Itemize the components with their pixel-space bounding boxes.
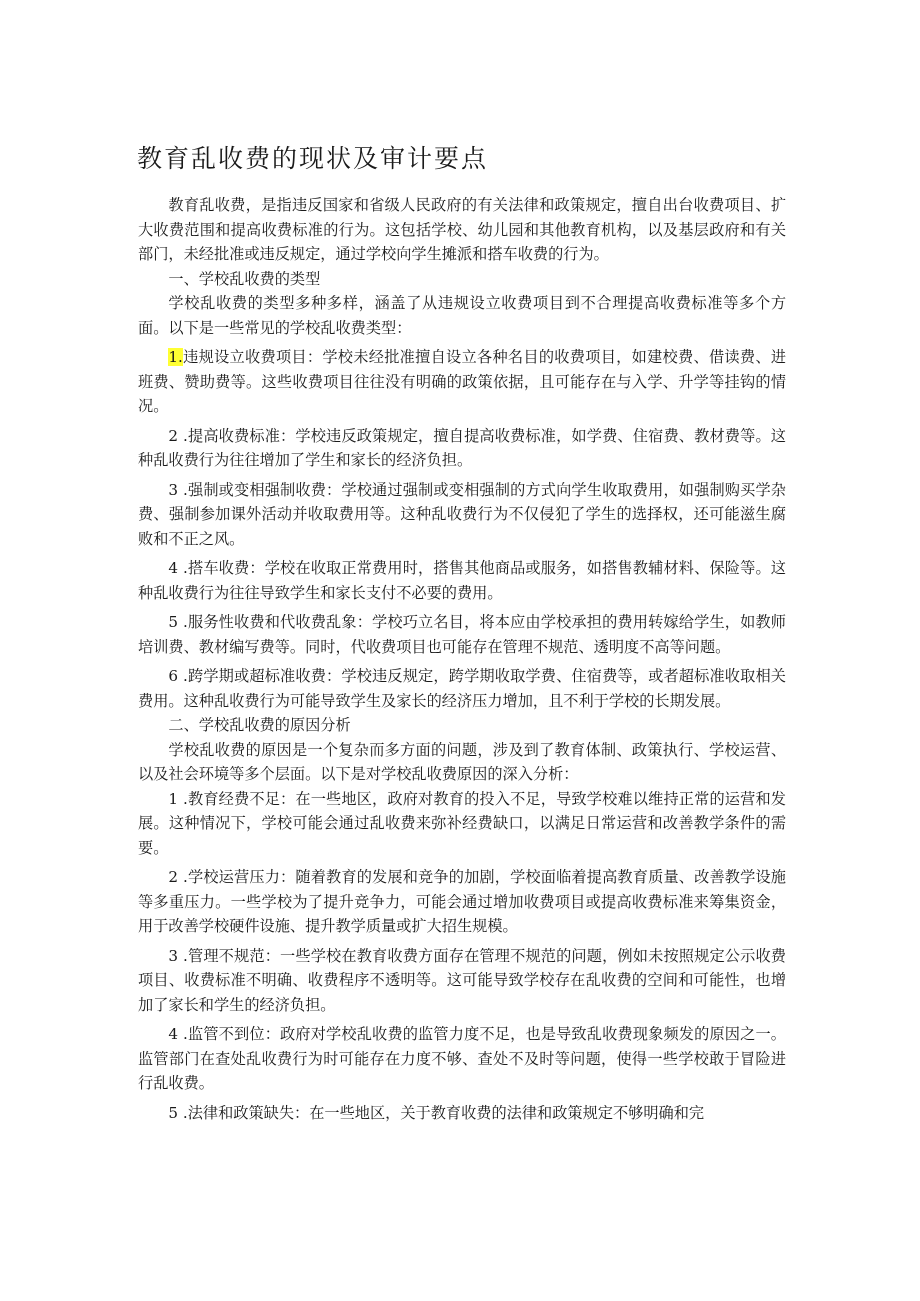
item-number: 2 . — [168, 426, 188, 445]
item-number: 5 . — [168, 1103, 188, 1122]
item-number: 5 . — [168, 613, 188, 631]
section-1-intro: 学校乱收费的类型多种多样，涵盖了从违规设立收费项目到不合理提高收费标准等多个方面。以下是一些常见的学校乱收费类型： — [138, 294, 786, 337]
item-text: 违规设立收费项目：学校未经批准擅自设立各种名目的收费项目，如建校费、借读费、进班费、赞助费等。这些收费项目往往没有明确的政策依据，且可能存在与入学、升学等挂钩的情况。 — [138, 348, 786, 415]
list-item — [138, 556, 786, 605]
section-2-intro: 学校乱收费的原因是一个复杂而多方面的问题，涉及到了教育体制、政策执行、学校运营、以及社会环境等多个层面。以下是对学校乱收费原因的深入分析： — [138, 740, 786, 783]
intro-paragraph: 教育乱收费，是指违反国家和省级人民政府的有关法律和政策规定，擅自出台收费项目、扩大收费范围和提高收费标准的行为。这包括学校、幼儿园和其他教育机构，以及基层政府和有关部门，未经批准或违反规定，通过学校向学生摊派和搭车收费的行为。 — [138, 196, 786, 263]
section-2-heading: 二、学校乱收费的原因分析 — [168, 716, 351, 734]
item-number: 4 . — [168, 1025, 188, 1043]
list-item — [138, 424, 786, 473]
item-number: 3 . — [168, 480, 188, 499]
list-item — [138, 478, 786, 552]
item-text: 法律和政策缺失：在一些地区，关于教育收费的法律和政策规定不够明确和完 — [187, 1103, 705, 1122]
document-body — [138, 193, 786, 1125]
list-item — [138, 865, 786, 939]
list-item — [138, 664, 786, 713]
item-text: 跨学期或超标准收费：学校违反规定，跨学期收取学费、住宿费等，或者超标准收取相关费用。这种乱收费行为可能导致学生及家长的经济压力增加，且不利于学校的长期发展。 — [138, 667, 786, 710]
item-number: 4 . — [168, 559, 188, 577]
item-text: 提高收费标准：学校违反政策规定，擅自提高收费标准，如学费、住宿费、教材费等。这种乱收费行为往往增加了学生和家长的经济负担。 — [138, 426, 786, 469]
document-title: 教育乱收费的现状及审计要点 — [137, 144, 489, 173]
list-item — [138, 345, 786, 419]
item-number: 6 . — [168, 667, 188, 685]
item-text: 服务性收费和代收费乱象：学校巧立名目，将本应由学校承担的费用转嫁给学生，如教师培训费、教材编写费等。同时，代收费项目也可能存在管理不规范、透明度不高等问题。 — [138, 613, 786, 656]
item-text: 学校运营压力：随着教育的发展和竞争的加剧，学校面临着提高教育质量、改善教学设施等多重压力。一些学校为了提升竞争力，可能会通过增加收费项目或提高收费标准来筹集资金，用于改善学校硬件设施、提升教学质量或扩大招生规模。 — [138, 868, 786, 935]
item-text: 管理不规范：一些学校在教育收费方面存在管理不规范的问题，例如未按照规定公示收费项目、收费标准不明确、收费程序不透明等。这可能导致学校存在乱收费的空间和可能性，也增加了家长和学生的经济负担。 — [138, 946, 786, 1014]
item-text: 强制或变相强制收费：学校通过强制或变相强制的方式向学生收取费用，如强制购买学杂费、强制参加课外活动并收取费用等。这种乱收费行为不仅侵犯了学生的选择权，还可能滋生腐败和不正之风。 — [138, 480, 786, 548]
list-item — [138, 610, 786, 659]
item-number: 1 . — [168, 789, 188, 808]
list-item — [138, 1101, 786, 1126]
section-1-heading: 一、学校乱收费的类型 — [168, 269, 321, 288]
item-text: 搭车收费：学校在收取正常费用时，搭售其他商品或服务，如搭售教辅材料、保险等。这种乱收费行为往往导致学生和家长支付不必要的费用。 — [138, 559, 786, 602]
list-item — [138, 944, 786, 1018]
item-number: 3 . — [168, 946, 188, 965]
list-item — [138, 787, 786, 861]
item-text: 教育经费不足：在一些地区，政府对教育的投入不足，导致学校难以维持正常的运营和发展。这种情况下，学校可能会通过乱收费来弥补经费缺口，以满足日常运营和改善教学条件的需要。 — [138, 789, 786, 857]
highlighted-item-number: 1. — [168, 348, 183, 366]
list-item — [138, 1022, 786, 1096]
item-number: 2 . — [168, 868, 188, 886]
item-text: 监管不到位：政府对学校乱收费的监管力度不足，也是导致乱收费现象频发的原因之一。监管部门在查处乱收费行为时可能存在力度不够、查处不及时等问题，使得一些学校敢于冒险进行乱收费。 — [138, 1025, 786, 1092]
